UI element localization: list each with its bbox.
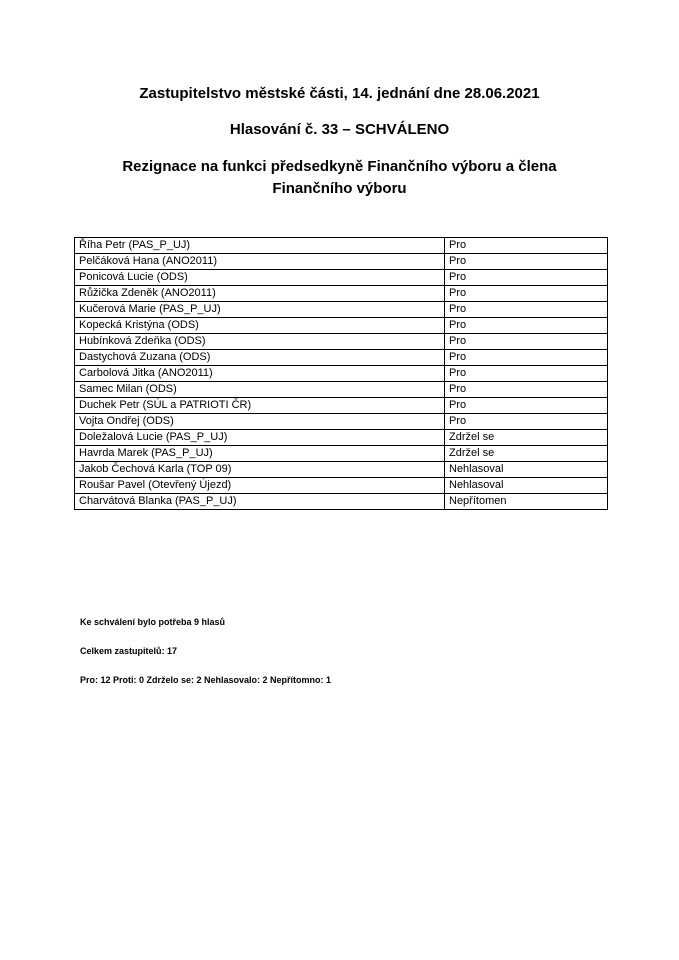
member-name-cell: Doležalová Lucie (PAS_P_UJ) bbox=[75, 430, 445, 446]
table-row bbox=[75, 286, 608, 302]
table-row bbox=[75, 382, 608, 398]
member-name-cell: Ponicová Lucie (ODS) bbox=[75, 270, 445, 286]
vote-result-cell: Pro bbox=[445, 238, 608, 254]
table-row bbox=[75, 318, 608, 334]
vote-result-cell: Nehlasoval bbox=[445, 478, 608, 494]
vote-result-cell: Pro bbox=[445, 318, 608, 334]
table-row bbox=[75, 414, 608, 430]
table-row bbox=[75, 446, 608, 462]
vote-title: Hlasování č. 33 – SCHVÁLENO bbox=[229, 121, 450, 138]
member-name-cell: Říha Petr (PAS_P_UJ) bbox=[75, 238, 445, 254]
table-row bbox=[75, 462, 608, 478]
vote-result-cell: Pro bbox=[445, 302, 608, 318]
vote-result-cell: Pro bbox=[445, 366, 608, 382]
table-row bbox=[75, 478, 608, 494]
session-title: Zastupitelstvo městské části, 14. jednání dne 28.06.2021 bbox=[139, 85, 540, 102]
table-row bbox=[75, 334, 608, 350]
member-name-cell: Duchek Petr (SÚL a PATRIOTI ČR) bbox=[75, 398, 445, 414]
member-name-cell: Dastychová Zuzana (ODS) bbox=[75, 350, 445, 366]
vote-result-cell: Pro bbox=[445, 254, 608, 270]
table-row bbox=[75, 254, 608, 270]
vote-result-cell: Zdržel se bbox=[445, 430, 608, 446]
member-name-cell: Kučerová Marie (PAS_P_UJ) bbox=[75, 302, 445, 318]
vote-result-cell: Nepřítomen bbox=[445, 494, 608, 510]
total-members-text: Celkem zastupitelů: 17 bbox=[80, 646, 178, 656]
vote-result-cell: Pro bbox=[445, 414, 608, 430]
table-row bbox=[75, 238, 608, 254]
vote-counts-text: Pro: 12 Proti: 0 Zdrželo se: 2 Nehlasovalo: 2 Nepřítomno: 1 bbox=[80, 675, 332, 685]
votes-table bbox=[74, 237, 608, 510]
votes-table-body bbox=[75, 238, 608, 510]
vote-result-cell: Zdržel se bbox=[445, 446, 608, 462]
member-name-cell: Pelčáková Hana (ANO2011) bbox=[75, 254, 445, 270]
member-name-cell: Růžička Zdeněk (ANO2011) bbox=[75, 286, 445, 302]
vote-result-cell: Pro bbox=[445, 350, 608, 366]
vote-result-cell: Pro bbox=[445, 334, 608, 350]
member-name-cell: Charvátová Blanka (PAS_P_UJ) bbox=[75, 494, 445, 510]
member-name-cell: Carbolová Jitka (ANO2011) bbox=[75, 366, 445, 382]
member-name-cell: Jakob Čechová Karla (TOP 09) bbox=[75, 462, 445, 478]
table-row bbox=[75, 430, 608, 446]
vote-result-cell: Nehlasoval bbox=[445, 462, 608, 478]
table-row bbox=[75, 398, 608, 414]
vote-result-cell: Pro bbox=[445, 286, 608, 302]
votes-needed-text: Ke schválení bylo potřeba 9 hlasů bbox=[80, 617, 226, 627]
vote-subject: Rezignace na funkci předsedkyně Finančního výboru a člena Finančního výboru bbox=[122, 158, 557, 197]
member-name-cell: Samec Milan (ODS) bbox=[75, 382, 445, 398]
table-row bbox=[75, 350, 608, 366]
member-name-cell: Roušar Pavel (Otevřený Újezd) bbox=[75, 478, 445, 494]
vote-result-cell: Pro bbox=[445, 398, 608, 414]
table-row bbox=[75, 366, 608, 382]
table-row bbox=[75, 494, 608, 510]
vote-result-cell: Pro bbox=[445, 270, 608, 286]
member-name-cell: Kopecká Kristýna (ODS) bbox=[75, 318, 445, 334]
member-name-cell: Havrda Marek (PAS_P_UJ) bbox=[75, 446, 445, 462]
vote-result-cell: Pro bbox=[445, 382, 608, 398]
table-row bbox=[75, 270, 608, 286]
table-row bbox=[75, 302, 608, 318]
member-name-cell: Vojta Ondřej (ODS) bbox=[75, 414, 445, 430]
member-name-cell: Hubínková Zdeňka (ODS) bbox=[75, 334, 445, 350]
